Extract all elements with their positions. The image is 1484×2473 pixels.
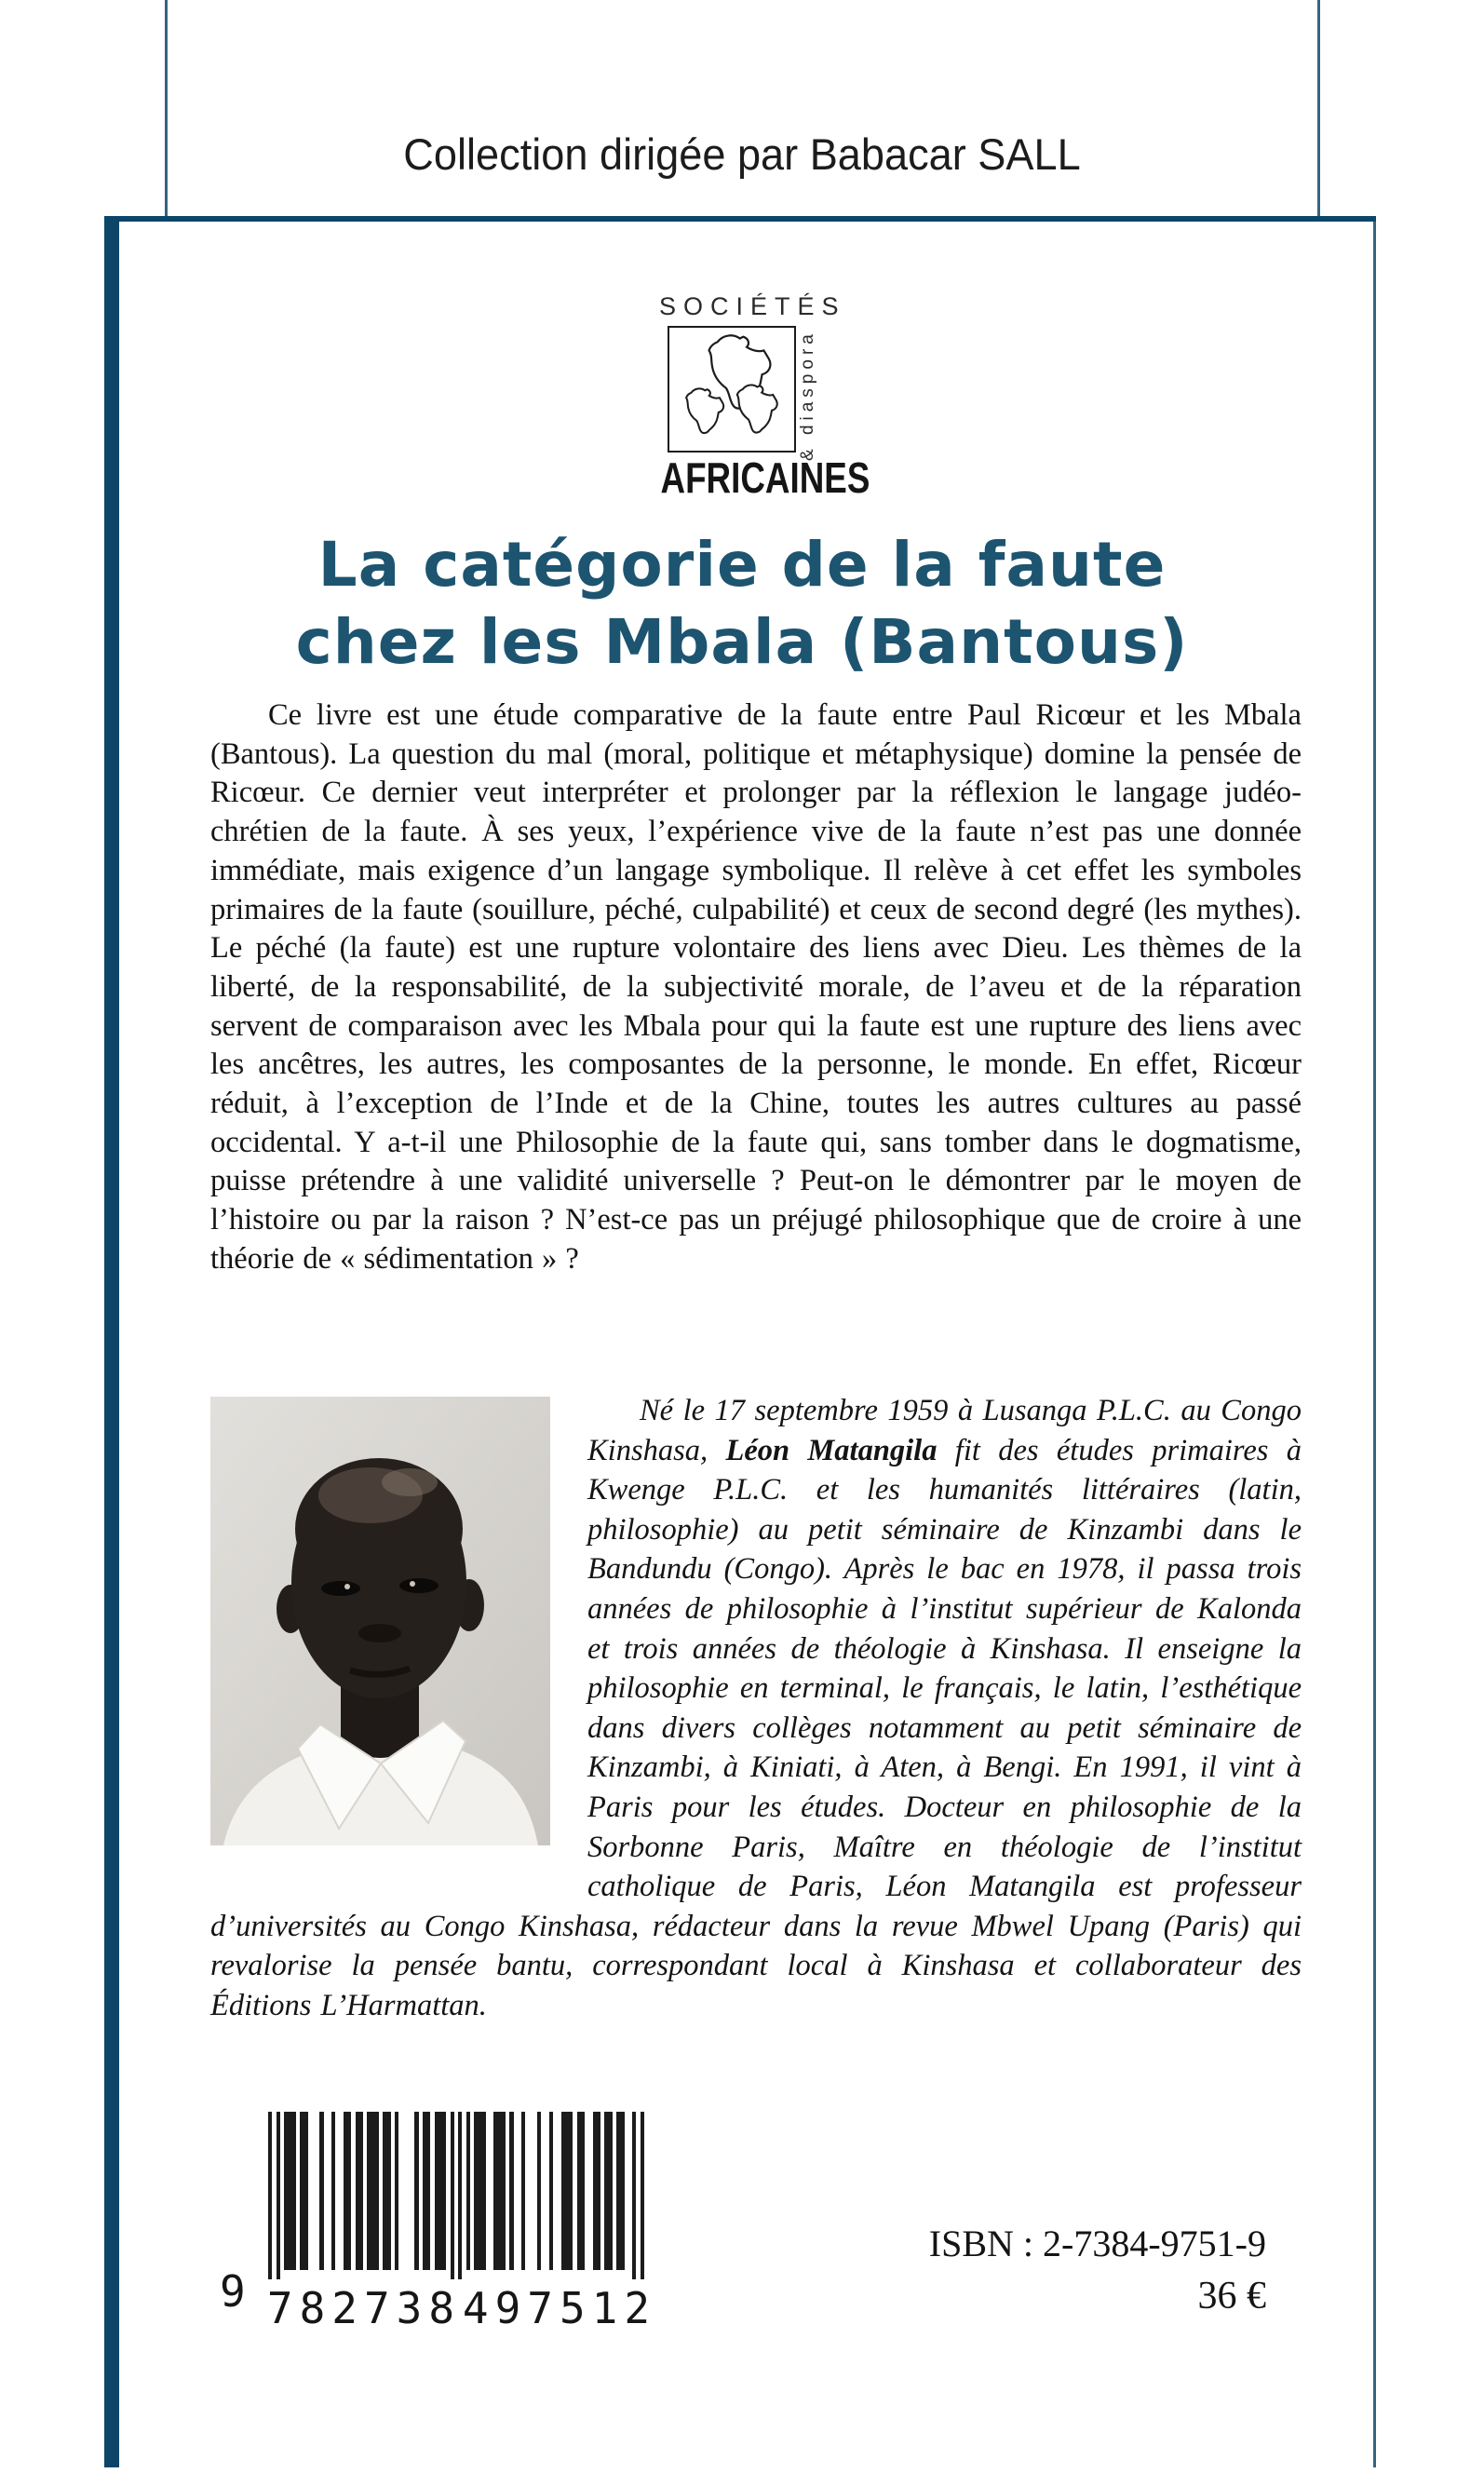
bio-text-rest: fit des études primaires à Kwenge P.L.C. et les humanités littéraires (latin, philosophie) au petit séminaire de Kinzambi dans le Bandundu (Congo). Après le bac en 1978, il passa trois années de philosophie à l’institut supérieur de Kalonda et trois années de théologie à Kinshasa. Il enseigne la philosophie en terminal, le français, le latin, l’esthétique dans divers collèges notamment au petit séminaire de Kinzambi, à Kiniati, à Aten, à Bengi. En 1991, il vint à Paris pour les études. Docteur en philosophie de la Sorbonne Paris, Maître en théologie de l’institut catholique de Paris, Léon Matangila est professeur d’universités au Congo Kinshasa, rédacteur dans la revue Mbwel Upang (Paris) qui revalorise la pensée bantu, correspondant local à Kinshasa et collaborateur des Éditions L’Harmattan. [210, 1433, 1302, 2022]
logo-text-africaines: AFRICAINES [660, 453, 870, 502]
author-bio [210, 1391, 1302, 2026]
barcode-digit-first: 9 [220, 2266, 246, 2317]
top-left-vertical-rule [165, 0, 168, 220]
book-title-line1: La catégorie de la faute [317, 529, 1167, 601]
barcode-digits [220, 2266, 657, 2333]
collection-heading: Collection dirigée par Babacar SALL [403, 129, 1081, 179]
author-name: Léon Matangila [725, 1433, 938, 1467]
barcode-digits-left-group: 782738 [266, 2279, 462, 2333]
barcode-digits-right-group: 497512 [462, 2279, 657, 2333]
logo-text-societes: SOCIÉTÉS [659, 292, 846, 320]
logo-africa-box [668, 326, 796, 453]
logo-text-diaspora: & diaspora [798, 330, 817, 461]
book-title [93, 527, 1391, 682]
africa-map-icon [669, 328, 794, 451]
synopsis-paragraph: Ce livre est une étude comparative de la faute entre Paul Ricœur et les Mbala (Bantous). La question du mal (moral, politique et métaphysique) domine la pensée de Ricœur. Ce dernier veut interpréter et prolonger par la réflexion le langage judéo-chrétien de la faute. À ses yeux, l’expérience vive de la faute n’est pas une donnée immédiate, mais exigence d’un langage symbolique. Il relève à cet effet les symboles primaires de la faute (souillure, péché, culpabilité) et ceux de second degré (les mythes). Le péché (la faute) est une rupture volontaire des liens avec Dieu. Les thèmes de la liberté, de la responsabilité, de la subjectivité morale, de l’aveu et de la réparation servent de comparaison avec les Mbala pour qui la faute est une rupture des liens avec les ancêtres, les autres, les composantes de la personne, le monde. En effet, Ricœur réduit, à l’exception de l’Inde et de la Chine, toutes les autres cultures au passé occidental. Y a-t-il une Philosophie de la faute qui, sans tomber dans le dogmatisme, puisse prétendre à une validité universelle ? Peut-on le démontrer par le moyen de l’histoire ou par la raison ? N’est-ce pas un préjugé philosophique que de croire à une théorie de « sédimentation » ? [210, 698, 1302, 1276]
bio-text-start: Né le 17 septembre 1959 à Lusanga P.L.C. au Congo Kinshasa, [587, 1394, 1302, 1467]
top-right-vertical-rule [1317, 0, 1320, 220]
book-title-line2: chez les Mbala (Bantous) [295, 606, 1189, 678]
isbn-text: ISBN : 2-7384-9751-9 [928, 2223, 1266, 2264]
horizontal-divider-rule [104, 216, 1376, 222]
price-text: 36 € [1197, 2275, 1266, 2318]
barcode [220, 2112, 657, 2333]
author-photo [210, 1397, 550, 1845]
